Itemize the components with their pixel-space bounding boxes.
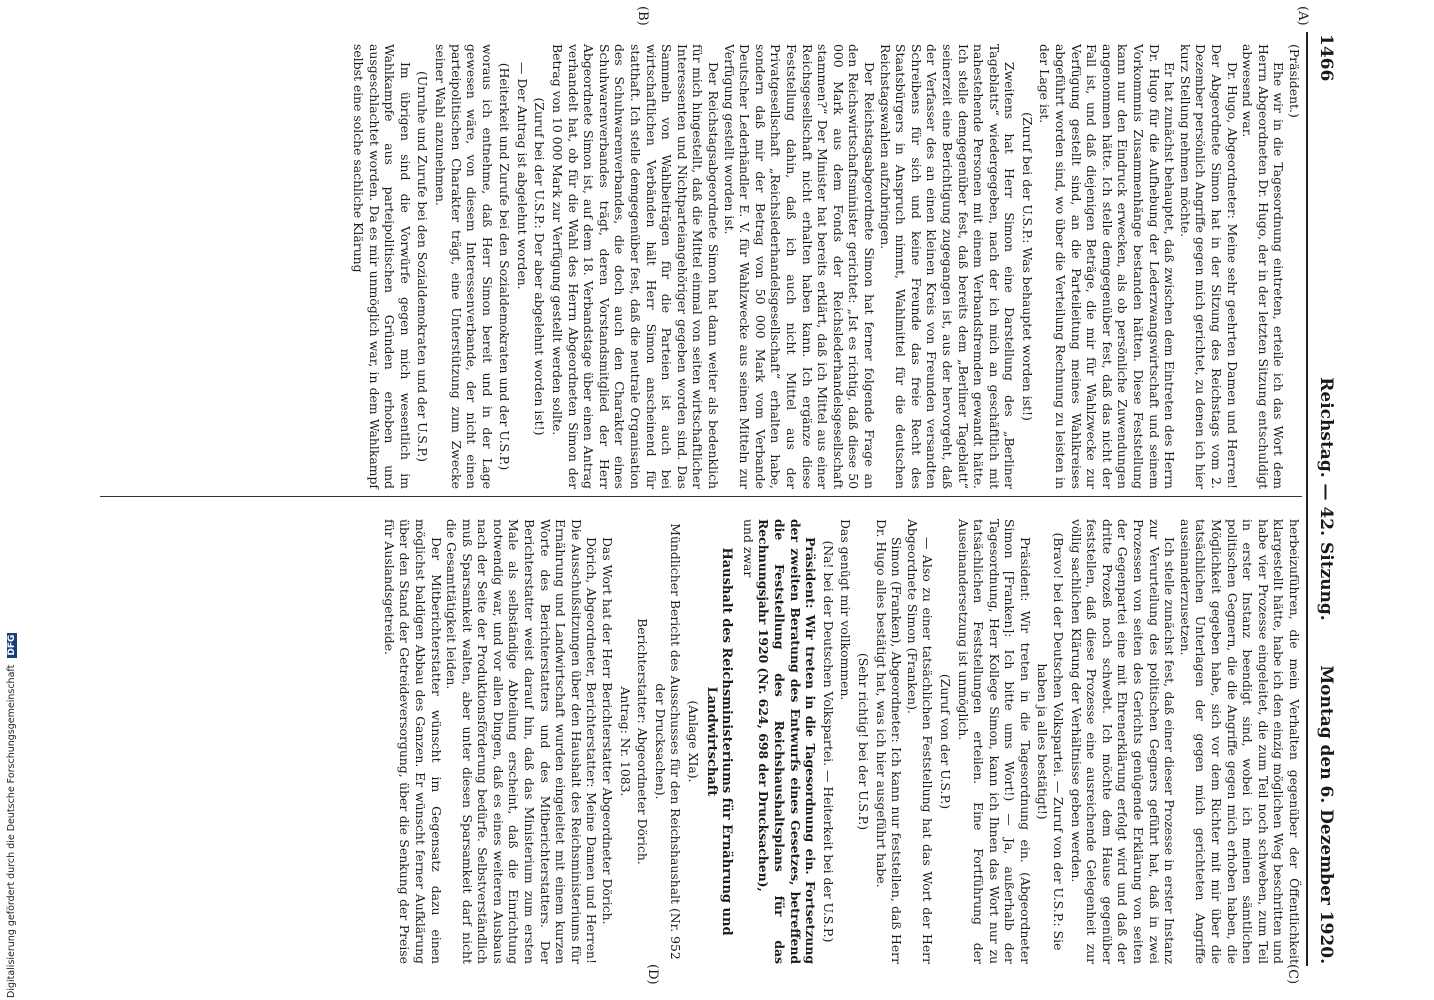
agenda-item: Präsident: Wir treten in die Tagesordnung ein. Fortsetzung der zweiten Beratung des Entwurfs eines Gesetzes, betreffend die Feststellung des Reichshaushaltsplans für das Rechnungsjahr 1920 (Nr. 624, 698 der Drucksachen),: [756, 519, 819, 964]
interjection: (Unruhe und Zurufe bei den Sozialdemokraten und der U.S.P.): [415, 70, 431, 463]
paragraph: Der Reichstagsabgeordnete Simon hat dann weiter als bedenklich für mich hingestellt, daß die Mittel einmal von seiten wirtschaftlicher Interessenten und Nichtparteiangehöriger gegeben worden sind. Das Sammeln von Wahlbeiträgen für die Parteien ist auch bei wirtschaftlichen Verbänden hält Herr Simon anscheinend für statthaft. Ich stelle demgegenüber fest, daß die neutrale Organisation des Schuhwarenverbandes, die doch auch den Charakter eines Schuhwarenverbandes trägt, deren Vorstandsmitglied der Herr Abgeordnete Simon ist, auf dem 18. Verbandstage über einen Antrag verhandelt hat, ob für die Wahl des Herrn Abgeordneten Simon der Betrag von 10 000 Mark zur Verfügung gestellt werden sollte.: [550, 44, 722, 489]
speaker-note: (Präsident.): [1287, 44, 1302, 118]
left-column: [350, 44, 1302, 489]
paragraph: Das genügt mir vollkommen.: [838, 519, 854, 701]
paragraph: Dr. Hugo, Abgeordneter: Meine sehr geehrten Damen und Herren! Der Abgeordnete Simon hat in der Sitzung des Reichstags vom 2. Dezember persönlich Angriffe gegen mich gerichtet, zu denen ich hier kurz Stellung nehmen möchte.: [1177, 44, 1240, 489]
interjection: (Zuruf bei der U.S.P.: Der aber abgelehnt worden ist!): [532, 97, 548, 436]
paragraph: Dörich, Abgeordneter, Berichterstatter: Meine Damen und Herren! Die Ausschußsitzungen über den Haushalt des Reichsministeriums für Ernährung und Landwirtschaft wurden eingeleitet mit einem kurzen Worte des Berichterstatters und des Mitberichterstatters. Der Berichterstatter weist darauf hin, daß das Ministerium zum ersten Male als selbständige Abteilung erscheint, daß die Einrichtung notwendig war, und vor allen Dingen, daß es eines weiteren Ausbaus nach der Seite der Produktionsförderung bedürfe. Selbstverständlich muß Sparsamkeit walten, aber unter diesen Sparsamkeit darf nicht die Gesamttätigkeit leiden.: [444, 519, 600, 964]
column-divider: [100, 496, 1302, 497]
document-page: [40, 4, 1340, 994]
page-number: 1466: [1316, 34, 1336, 82]
paragraph: Der Reichstagsabgeordnete Simon hat ferner folgende Frage an den Reichswirtschaftsminister gerichtet: „Ist es richtig, daß diese 50 000 Mark aus dem Fonds der Reichslederhandelsgesellschaft stammen?“ Der Minister hat bereits erklärt, daß ich Mittel aus einer Reichsgesellschaft nicht erhalten haben kann. Ich ergänze diese Feststellung dahin, daß ich auch nicht Mittel aus der Privatgesellschaft „Reichslederhandelsgesellschaft“ erhalten habe, sondern daß mir der Betrag von 50 000 Mark vom Verbande Deutscher Lederhändler E. V. für Wahlzwecke aus seinen Mitteln zur Verfügung gestellt worden ist.: [721, 44, 877, 489]
margin-mark-c: (C): [1285, 964, 1300, 985]
paragraph: woraus ich entnehme, daß Herr Simon bereit und in der Lage gewesen wäre, von diesem Interessenverbande, der nicht einen parteipolitischen Charakter trägt, eine Unterstützung zum Zwecke seiner Wahl anzunehmen.: [432, 44, 495, 489]
margin-mark-b: (B): [635, 6, 650, 26]
paragraph: Simon (Franken), Abgeordneter: Ich kann nur feststellen, daß Herr Dr. Hugo alles bestätigt hat, was ich hier ausgeführt habe.: [873, 519, 905, 964]
page-header: [1310, 34, 1336, 964]
section-heading: Haushalt des Reichsministeriums für Ernährung und Landwirtschaft: [703, 547, 735, 936]
dfg-logo-icon: DFG: [7, 634, 17, 656]
session-title: Reichstag. — 42. Sitzung.: [1316, 377, 1336, 621]
paragraph: Präsident: Wir treten in die Tagesordnung ein. (Abgeordneter Simon [Franken]: Ich bitte ums Wort!) — Ja, außerhalb der Tagesordnung, Herr Kollege Simon, kann ich Ihnen das Wort nur zu tatsächlichen Feststellungen erteilen. Eine Fortführung der Auseinandersetzung ist unmöglich.: [955, 519, 1033, 964]
motion-note: Antrag: Nr. 1083.: [617, 686, 633, 797]
paragraph: und zwar: [740, 519, 756, 578]
paragraph: Er hat zunächst behauptet, daß zwischen dem Eintreten des Herrn Dr. Hugo für die Aufhebung der Lederzwangswirtschaft und seinem Vorkommnis Zusammenhänge bestanden hätten. Diese Feststellung kann nur den Eindruck erwecken, als ob persönliche Zuwendungen angenommen hätte. Ich stelle demgegenüber fest, daß das nicht der Fall ist, und daß diejenigen Beträge, die mir für Wahlzwecke zur Verfügung gestellt sind, an die Parteileitung meines Wahlkreises abgeführt worden sind, wo über die Verteilung Rechnung zu leisten in der Lage ist.: [1037, 44, 1178, 489]
right-column: [381, 519, 1302, 964]
digitization-footer: [2, 610, 24, 998]
report-note: Mündlicher Bericht des Ausschusses für den Reichshaushalt (Nr. 952 der Drucksachen).: [652, 523, 684, 960]
paragraph: Ich stelle zunächst fest, daß einer dieser Prozesse in erster Instanz zur Verurteilung des politischen Gegners geführt hat, daß in zwei Prozessen von seiten des Gerichts genügende Erklärung von seiten der Gegenpartei eine mit Ehrenerklärung erfolgt wird und daß der dritte Prozeß noch schwebt. Ich möchte dem Hause gegenüber feststellen, daß diese Prozesse eine ausreichende Gelegenheit zur völlig sachlichen Klärung der Verhältnisse geben werden.: [1068, 519, 1178, 964]
paragraph: Der Mitberichterstatter wünscht im Gegensatz dazu einen möglichst baldigen Abbau des Ganzen. Er wünscht ferner Aufklärung über den Stand der Getreideversorgung, über die Senkung der Preise für Auslandsgetreide.: [381, 519, 444, 964]
interjection: (Sehr richtig! bei der U.S.P.): [855, 652, 871, 831]
annex-note: (Anlage XIa).: [686, 700, 702, 783]
paragraph: herbeizuführen, die mein Verhalten gegenüber der Öffentlichkeit klargestellt hätte, habe ich den einzig möglichen Weg beschritten und habe vier Prozesse eingeleitet, die zum Teil noch schweben, zum Teil in erster Instanz beendigt sind, wobei ich meinen sämtlichen politischen Gegnern, die die Angriffe gegen mich erhoben haben, die Möglichkeit gegeben habe, sich vor dem Richter mit mir über die tatsächlichen Unterlagen der gegen mich gerichteten Angriffe auseinanderzusetzen.: [1177, 519, 1302, 964]
paragraph: — Der Antrag ist abgelehnt worden.: [514, 62, 530, 290]
margin-mark-a: (A): [1295, 6, 1310, 26]
paragraph: — Also zu einer tatsächlichen Feststellung hat das Wort der Herr Abgeordnete Simon (Franken).: [904, 519, 936, 964]
interjection: (Na! bei der Deutschen Volkspartei. — Heiterkeit bei der U.S.P.): [820, 540, 836, 943]
session-date: Montag den 6. Dezember 1920.: [1316, 665, 1336, 964]
margin-mark-d: (D): [645, 964, 660, 985]
paragraph: Im übrigen sind die Vorwürfe gegen mich wesentlich im Wahlkampfe aus parteipolitischen Gründen erhoben und ausgeschlachtet worden. Da es mir unmöglich war, in dem Wahlkampf selbst eine solche sachliche Klärung: [350, 44, 413, 489]
interjection: (Zuruf von der U.S.P.): [937, 673, 953, 810]
paragraph: Zweitens hat Herr Simon eine Darstellung des „Berliner Tageblatts“ wiedergegeben, nach der ich mich an geschäftlich mit nahestehende Personen mit einem Verbandsfremden gewandt hätte. Ich stelle demgegenüber fest, daß bereits dem „Berliner Tageblatt“ seinerzeit eine Berichtigung zugegangen ist, aus der hervorgeht, daß der Verfasser des an einen kleinen Kreis von Freunden versandten Schreibens für sich und keine Freunde das freie Recht des Staatsbürgers in Anspruch nimmt, Wahlmittel für die deutschen Reichstagswahlen aufzubringen.: [877, 44, 1018, 489]
footer-text: Digitalisierung gefördert durch die Deutsche Forschungsgemeinschaft: [6, 664, 17, 998]
interjection: (Zuruf bei der U.S.P.: Was behauptet worden ist!): [1019, 112, 1035, 421]
rapporteur-note: Berichterstatter: Abgeordneter Dörich.: [635, 618, 651, 865]
header-rule: [1306, 32, 1308, 966]
interjection: (Bravo! bei der Deutschen Volkspartei. — Zuruf von der U.S.P.: Sie haben ja alles bestätigt!): [1035, 532, 1067, 951]
paragraph: Ehe wir in die Tagesordnung eintreten, erteile ich das Wort dem Herrn Abgeordneten Dr. Hugo, der in der letzten Sitzung entschuldigt abwesend war.: [1240, 44, 1287, 489]
interjection: (Heiterkeit und Zurufe bei den Sozialdemokraten und der U.S.P.): [497, 62, 513, 471]
paragraph: Das Wort hat der Herr Berichterstatter Abgeordneter Dörich.: [600, 537, 616, 925]
